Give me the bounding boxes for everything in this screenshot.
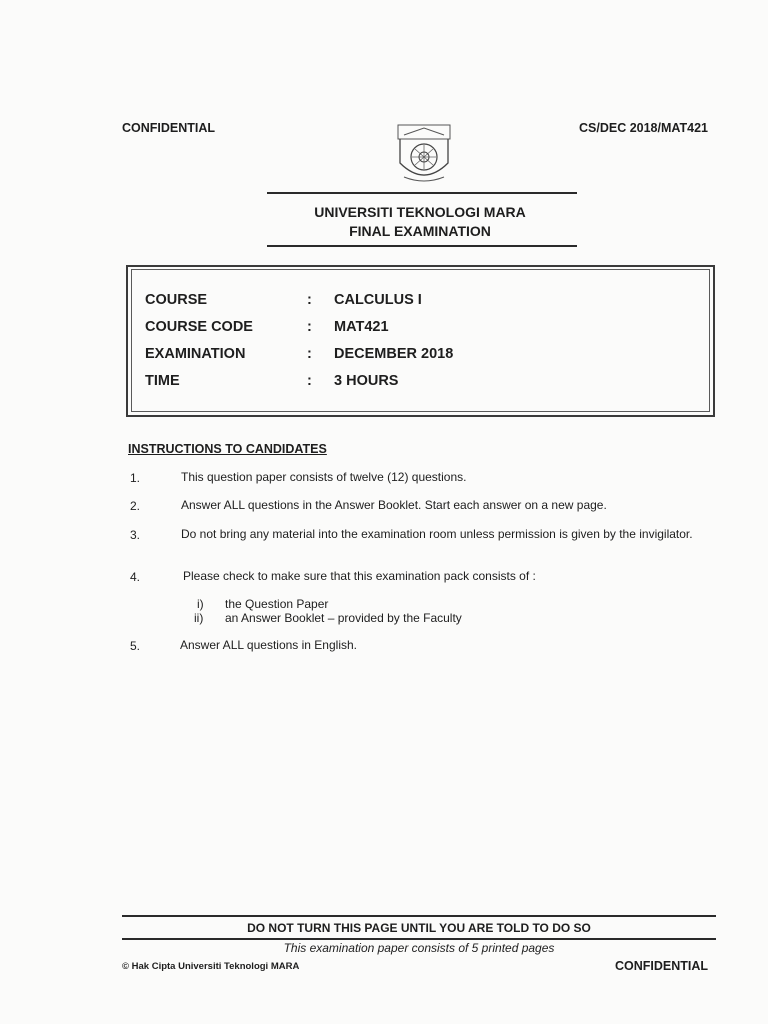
pack-item-number: ii) (194, 611, 204, 625)
pack-item-text: an Answer Booklet – provided by the Faculty (225, 611, 462, 625)
instruction-number: 2. (130, 499, 141, 513)
confidential-label: CONFIDENTIAL (122, 121, 216, 135)
instruction-number: 4. (130, 570, 141, 584)
exam-title: FINAL EXAMINATION (349, 223, 491, 239)
title-rule-bottom (267, 245, 577, 247)
detail-colon: : (307, 319, 312, 335)
instruction-number: 5. (130, 639, 141, 653)
title-rule-top (267, 192, 577, 194)
university-name: UNIVERSITI TEKNOLOGI MARA (314, 204, 526, 220)
do-not-turn-warning: DO NOT TURN THIS PAGE UNTIL YOU ARE TOLD TO DO SO (247, 921, 591, 935)
instruction-text: Answer ALL questions in the Answer Booklet. Start each answer on a new page. (181, 498, 607, 512)
detail-value: CALCULUS I (334, 292, 422, 308)
detail-label: COURSE CODE (145, 319, 253, 335)
pack-item-number: i) (197, 597, 204, 611)
instruction-text: This question paper consists of twelve (12) questions. (181, 470, 467, 484)
instruction-text: Please check to make sure that this examination pack consists of : (183, 569, 536, 583)
footer-rule-bottom (122, 938, 716, 940)
detail-value: DECEMBER 2018 (334, 346, 454, 362)
printed-pages-note: This examination paper consists of 5 printed pages (283, 941, 555, 955)
instruction-text: Do not bring any material into the examination room unless permission is given by the invigilator. (181, 527, 693, 541)
pack-item-text: the Question Paper (225, 597, 329, 611)
detail-value: MAT421 (334, 319, 389, 335)
detail-label: EXAMINATION (145, 346, 246, 362)
footer-rule-top (122, 915, 716, 917)
detail-colon: : (307, 346, 312, 362)
paper-code: CS/DEC 2018/MAT421 (579, 121, 708, 135)
copyright-notice: © Hak Cipta Universiti Teknologi MARA (122, 961, 300, 972)
instruction-text: Answer ALL questions in English. (180, 638, 357, 652)
instructions-heading: INSTRUCTIONS TO CANDIDATES (128, 442, 327, 456)
confidential-footer: CONFIDENTIAL (614, 959, 708, 973)
university-crest-icon (396, 123, 452, 189)
instruction-number: 1. (130, 471, 141, 485)
detail-colon: : (307, 373, 312, 389)
detail-colon: : (307, 292, 312, 308)
instruction-number: 3. (130, 528, 141, 542)
detail-value: 3 HOURS (334, 373, 399, 389)
detail-label: COURSE (145, 292, 208, 308)
detail-label: TIME (145, 373, 180, 389)
course-details-inner-border (131, 269, 710, 412)
